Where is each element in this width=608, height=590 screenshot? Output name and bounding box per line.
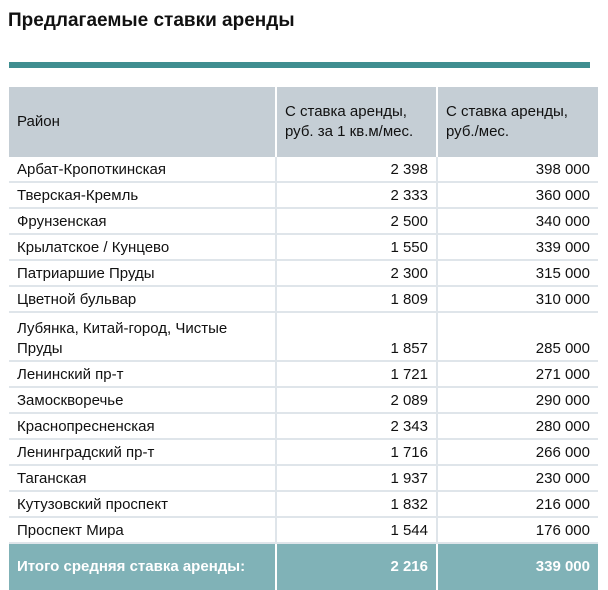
- table-row: [9, 234, 598, 260]
- rate-per-sqm-cell: 2 398: [276, 157, 437, 182]
- district-cell: Таганская: [9, 465, 276, 491]
- table-row: [9, 465, 598, 491]
- district-cell: Арбат-Кропоткинская: [9, 157, 276, 182]
- table-row: [9, 260, 598, 286]
- rate-per-month-cell: 315 000: [437, 260, 598, 286]
- rate-per-month-cell: 290 000: [437, 387, 598, 413]
- total-rate-per-sqm: 2 216: [276, 543, 437, 590]
- district-cell: Патриаршие Пруды: [9, 260, 276, 286]
- rate-per-month-cell: 271 000: [437, 361, 598, 387]
- district-cell: Ленинградский пр-т: [9, 439, 276, 465]
- rate-per-month-cell: 398 000: [437, 157, 598, 182]
- rate-per-sqm-cell: 1 857: [276, 312, 437, 361]
- rate-per-sqm-cell: 2 500: [276, 208, 437, 234]
- table-row: [9, 361, 598, 387]
- total-label: Итого средняя ставка аренды:: [9, 543, 276, 590]
- district-cell: Тверская-Кремль: [9, 182, 276, 208]
- district-cell: Фрунзенская: [9, 208, 276, 234]
- rate-per-sqm-cell: 2 089: [276, 387, 437, 413]
- district-cell: Лубянка, Китай-город, Чистые Пруды: [9, 312, 276, 361]
- total-row: [9, 543, 598, 590]
- rate-per-sqm-cell: 1 544: [276, 517, 437, 543]
- total-rate-per-month: 339 000: [437, 543, 598, 590]
- rate-per-sqm-cell: 1 832: [276, 491, 437, 517]
- table-row: [9, 286, 598, 312]
- rate-per-month-cell: 280 000: [437, 413, 598, 439]
- rate-per-month-cell: 310 000: [437, 286, 598, 312]
- district-cell: Крылатское / Кунцево: [9, 234, 276, 260]
- table-row: [9, 157, 598, 182]
- table-row: [9, 312, 598, 361]
- table-row: [9, 182, 598, 208]
- table-row: [9, 517, 598, 543]
- rate-per-month-cell: 285 000: [437, 312, 598, 361]
- district-cell: Цветной бульвар: [9, 286, 276, 312]
- rate-per-sqm-cell: 2 333: [276, 182, 437, 208]
- rate-per-month-cell: 339 000: [437, 234, 598, 260]
- column-header-rate-per-month: С ставка аренды, руб./мес.: [437, 87, 598, 157]
- title-accent-bar: [9, 62, 590, 68]
- table-row: [9, 413, 598, 439]
- table-row: [9, 439, 598, 465]
- rate-per-sqm-cell: 1 550: [276, 234, 437, 260]
- column-header-rate-per-sqm: С ставка аренды, руб. за 1 кв.м/мес.: [276, 87, 437, 157]
- district-cell: Ленинский пр-т: [9, 361, 276, 387]
- table-row: [9, 208, 598, 234]
- rate-per-month-cell: 360 000: [437, 182, 598, 208]
- table-row: [9, 491, 598, 517]
- rate-per-sqm-cell: 1 937: [276, 465, 437, 491]
- rate-per-sqm-cell: 1 809: [276, 286, 437, 312]
- district-cell: Краснопресненская: [9, 413, 276, 439]
- rate-per-sqm-cell: 2 343: [276, 413, 437, 439]
- rate-per-month-cell: 266 000: [437, 439, 598, 465]
- rental-rates-table: [9, 87, 598, 590]
- district-cell: Проспект Мира: [9, 517, 276, 543]
- page-title: Предлагаемые ставки аренды: [8, 10, 295, 31]
- rate-per-month-cell: 216 000: [437, 491, 598, 517]
- table-header-row: [9, 87, 598, 157]
- rate-per-sqm-cell: 1 721: [276, 361, 437, 387]
- rate-per-sqm-cell: 1 716: [276, 439, 437, 465]
- rate-per-sqm-cell: 2 300: [276, 260, 437, 286]
- table-row: [9, 387, 598, 413]
- district-cell: Кутузовский проспект: [9, 491, 276, 517]
- rate-per-month-cell: 340 000: [437, 208, 598, 234]
- rate-per-month-cell: 230 000: [437, 465, 598, 491]
- rate-per-month-cell: 176 000: [437, 517, 598, 543]
- district-cell: Замоскворечье: [9, 387, 276, 413]
- column-header-district: Район: [9, 87, 276, 157]
